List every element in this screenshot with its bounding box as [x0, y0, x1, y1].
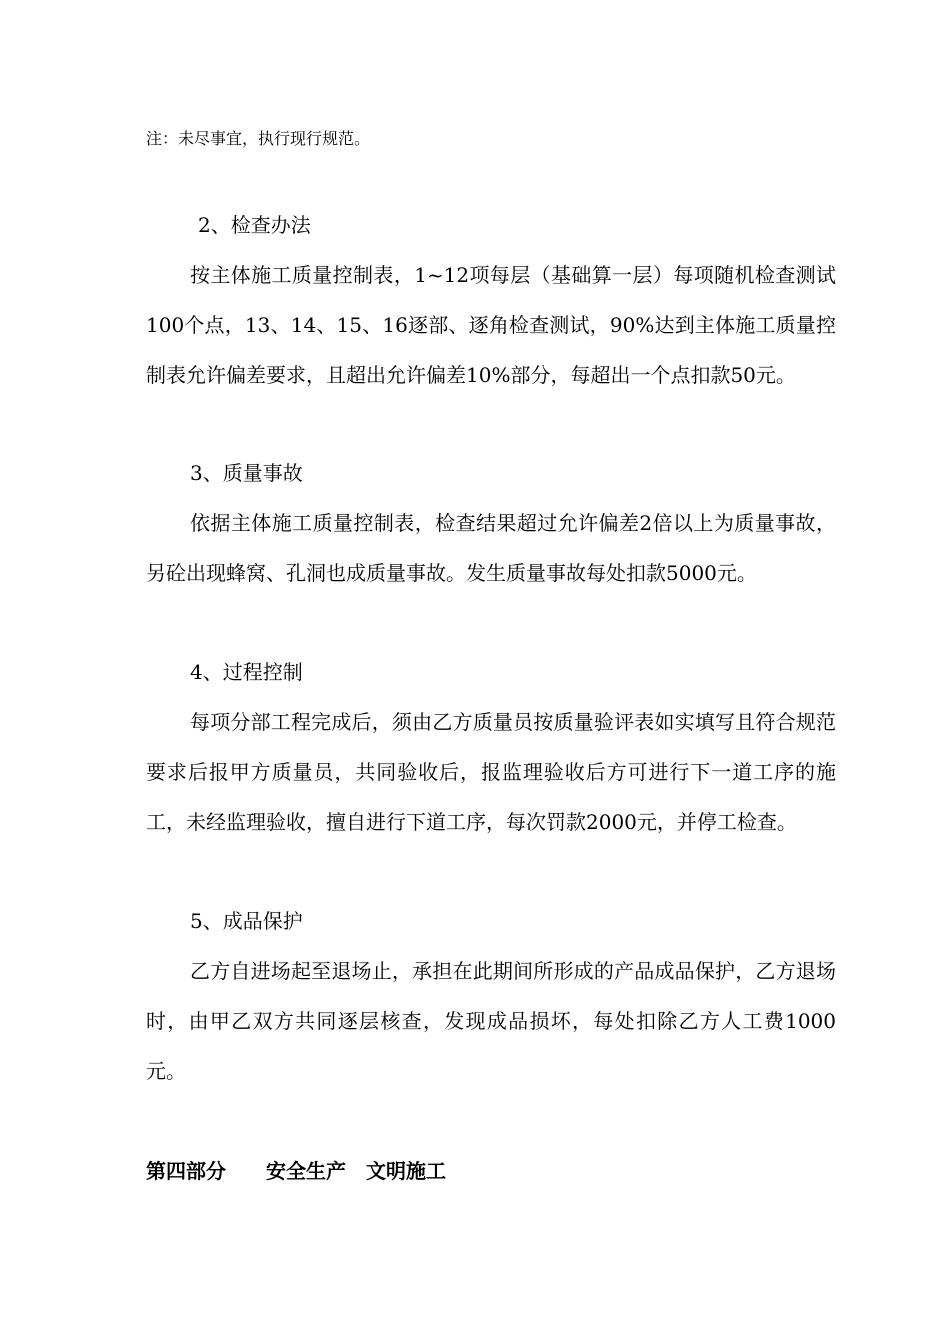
note-text: 注：未尽事宜，执行现行规范。 [146, 129, 371, 148]
section-body-quality-accident: 依据主体施工质量控制表，检查结果超过允许偏差2倍以上为质量事故，另砼出现蜂窝、孔洞也成质量事故。发生质量事故每处扣款5000元。 [146, 511, 836, 585]
section-body-process-control: 每项分部工程完成后，须由乙方质量员按质量验评表如实填写且符合规范要求后报甲方质量员，共同验收后，报监理验收后方可进行下一道工序的施工，未经监理验收，擅自进行下道工序，每次罚款2000元，并停工检查。 [146, 710, 836, 834]
part-title: 第四部分 安全生产 文明施工 [146, 1159, 446, 1183]
section-heading-quality-accident: 3、质量事故 [190, 461, 303, 485]
section-heading-process-control: 4、过程控制 [190, 660, 303, 684]
section-body-inspection-method: 按主体施工质量控制表，1~12项每层（基础算一层）每项随机检查测试100个点，13、14、15、16逐部、逐角检查测试，90%达到主体施工质量控制表允许偏差要求，且超出允许偏差10%部分，每超出一个点扣款50元。 [146, 263, 836, 387]
section-heading-inspection-method: 2、检查办法 [198, 213, 311, 237]
section-heading-product-protection: 5、成品保护 [190, 909, 303, 933]
section-body-product-protection: 乙方自进场起至退场止，承担在此期间所形成的产品成品保护，乙方退场时，由甲乙双方共同逐层核查，发现成品损坏，每处扣除乙方人工费1000元。 [146, 959, 836, 1083]
